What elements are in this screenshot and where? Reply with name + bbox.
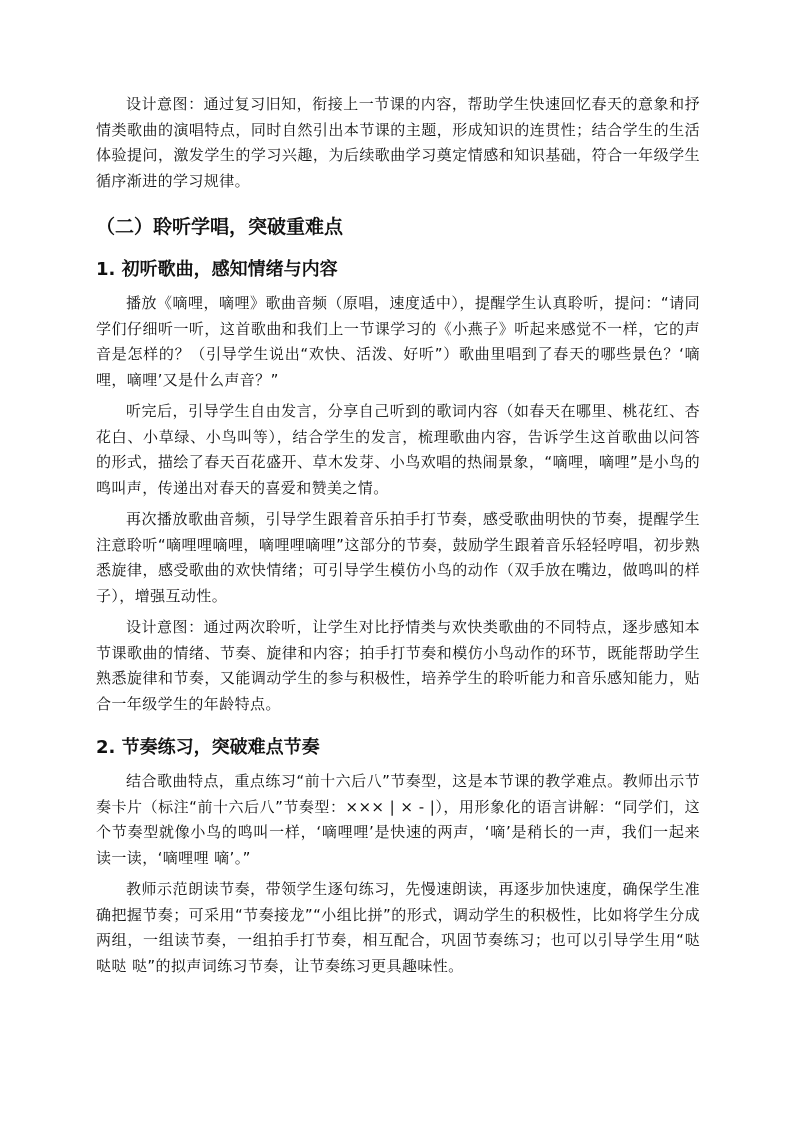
paragraph: 再次播放歌曲音频，引导学生跟着音乐拍手打节奏，感受歌曲明快的节奏，提醒学生注意聆听“嘀哩哩嘀哩，嘀哩哩嘀哩”这部分的节奏，鼓励学生跟着音乐轻轻哼唱，初步熟悉旋律，感受歌曲的欢快情绪；可引导学生模仿小鸟的动作（双手放在嘴边，做鸣叫的样子），增强互动性。 bbox=[96, 510, 700, 605]
paragraph: 听完后，引导学生自由发言，分享自己听到的歌词内容（如春天在哪里、桃花红、杏花白、小草绿、小鸟叫等），结合学生的发言，梳理歌曲内容，告诉学生这首歌曲以问答的形式，描绘了春天百花盛开、草木发芽、小鸟欢唱的热闹景象，“嘀哩，嘀哩”是小鸟的鸣叫声，传递出对春天的喜爱和赞美之情。 bbox=[96, 402, 700, 497]
subsection-heading-1: 1. 初听歌曲，感知情绪与内容 bbox=[96, 259, 338, 280]
intro-design-intent: 设计意图：通过复习旧知，衔接上一节课的内容，帮助学生快速回忆春天的意象和抒情类歌曲的演唱特点，同时自然引出本节课的主题，形成知识的连贯性；结合学生的生活体验提问，激发学生的学习兴趣，为后续歌曲学习奠定情感和知识基础，符合一年级学生循序渐进的学习规律。 bbox=[96, 95, 700, 190]
design-intent-paragraph: 设计意图：通过两次聆听，让学生对比抒情类与欢快类歌曲的不同特点，逐步感知本节课歌曲的情绪、节奏、旋律和内容；拍手打节奏和模仿小鸟动作的环节，既能帮助学生熟悉旋律和节奏，又能调动学生的参与积极性，培养学生的聆听能力和音乐感知能力，贴合一年级学生的年龄特点。 bbox=[96, 618, 700, 713]
section-heading: （二）聆听学唱，突破重难点 bbox=[96, 216, 344, 238]
paragraph: 教师示范朗读节奏，带领学生逐句练习，先慢速朗读，再逐步加快速度，确保学生准确把握节奏；可采用“节奏接龙”“小组比拼”的形式，调动学生的积极性，比如将学生分成两组，一组读节奏，一组拍手打节奏，相互配合，巩固节奏练习；也可以引导学生用“哒哒哒 哒”的拟声词练习节奏，让节奏练习更具趣味性。 bbox=[96, 880, 700, 975]
document-page bbox=[96, 92, 700, 985]
paragraph: 结合歌曲特点，重点练习“前十六后八”节奏型，这是本节课的教学难点。教师出示节奏卡片（标注“前十六后八”节奏型：××× | × - |），用形象化的语言讲解：“同学们，这个节奏型就像小鸟的鸣叫一样，‘嘀哩哩’是快速的两声，‘嘀’是稍长的一声，我们一起来读一读，‘嘀哩哩 嘀’。” bbox=[96, 772, 700, 867]
subsection-heading-2: 2. 节奏练习，突破难点节奏 bbox=[96, 737, 320, 758]
paragraph: 播放《嘀哩，嘀哩》歌曲音频（原唱，速度适中），提醒学生认真聆听，提问：“请同学们仔细听一听，这首歌曲和我们上一节课学习的《小燕子》听起来感觉不一样，它的声音是怎样的？（引导学生说出“欢快、活泼、好听”）歌曲里唱到了春天的哪些景色？‘嘀哩，嘀哩’又是什么声音？” bbox=[96, 294, 700, 389]
